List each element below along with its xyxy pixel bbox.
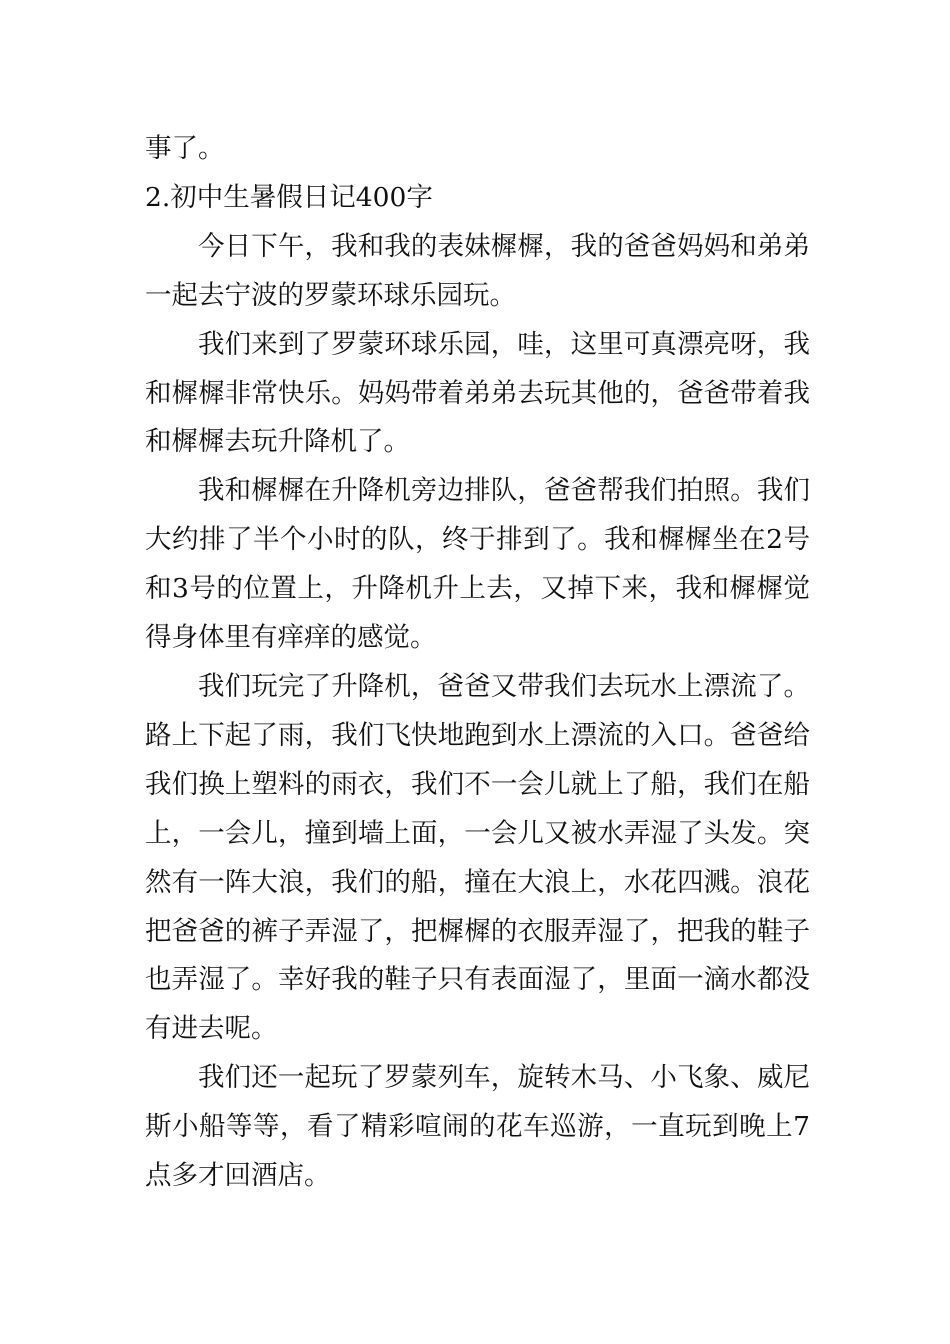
paragraph-5: 我们还一起玩了罗蒙列车，旋转木马、小飞象、威尼斯小船等等，看了精彩喧闹的花车巡游，一直玩到晚上7点多才回酒店。 — [145, 1062, 810, 1192]
paragraph-3: 我和樨樨在升降机旁边排队，爸爸帮我们拍照。我们大约排了半个小时的队，终于排到了。我和樨樨坐在2号和3号的位置上，升降机升上去，又掉下来，我和樨樨觉得身体里有痒痒的感觉。 — [145, 475, 810, 654]
paragraph-4: 我们玩完了升降机，爸爸又带我们去玩水上漂流了。路上下起了雨，我们飞快地跑到水上漂流的入口。爸爸给我们换上塑料的雨衣，我们不一会儿就上了船，我们在船上，一会儿，撞到墙上面，一会儿又被水弄湿了头发。突然有一阵大浪，我们的船，撞在大浪上，水花四溅。浪花把爸爸的裤子弄湿了，把樨樨的衣服弄湿了，把我的鞋子也弄湿了。幸好我的鞋子只有表面湿了，里面一滴水都没有进去呢。 — [145, 670, 810, 1045]
paragraph-1: 今日下午，我和我的表妹樨樨，我的爸爸妈妈和弟弟一起去宁波的罗蒙环球乐园玩。 — [145, 230, 810, 311]
document-page — [145, 125, 810, 1201]
continuation-text: 事了。 — [145, 133, 225, 164]
section-heading: 2.初中生暑假日记400字 — [145, 181, 433, 213]
paragraph-2: 我们来到了罗蒙环球乐园，哇，这里可真漂亮呀，我和樨樨非常快乐。妈妈带着弟弟去玩其他的，爸爸带着我和樨樨去玩升降机了。 — [145, 328, 810, 458]
